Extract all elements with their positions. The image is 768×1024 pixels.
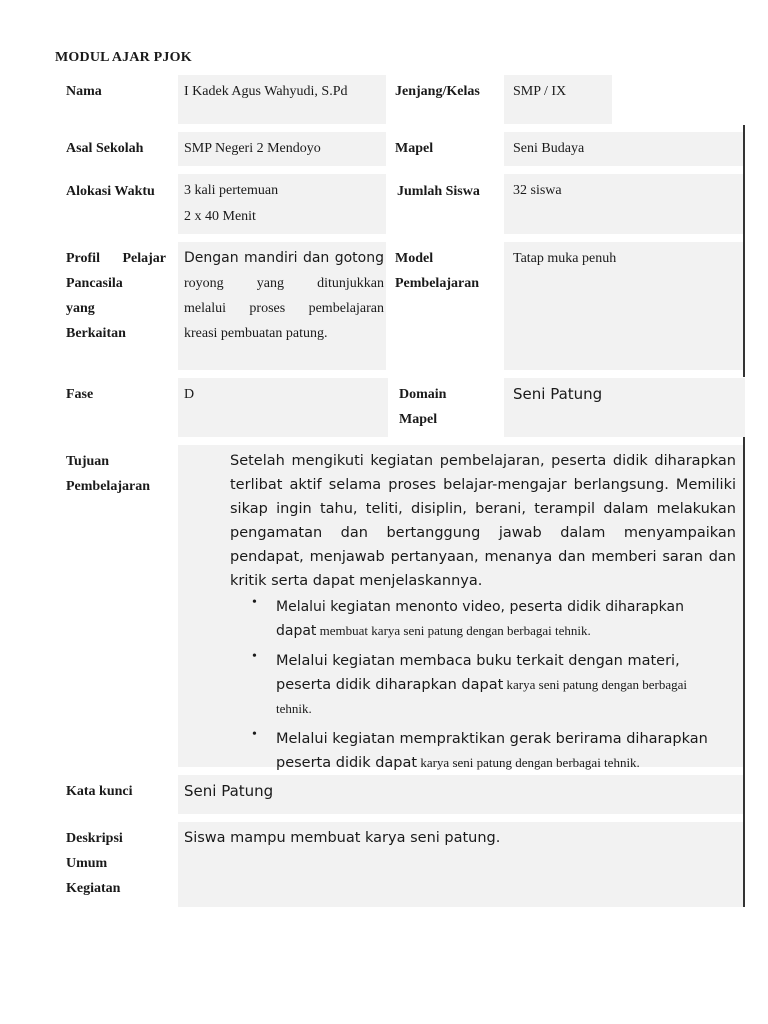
value-profil-line3: melalui proses pembelajaran	[184, 301, 384, 316]
value-profil-line1: Dengan mandiri dan gotong	[184, 250, 384, 266]
tujuan-bullet-3-text: Melalui kegiatan mempraktikan gerak berirama diharapkan peserta didik dapat	[276, 731, 708, 771]
value-model: Tatap muka penuh	[513, 251, 617, 266]
label-mapel: Mapel	[395, 141, 434, 156]
label-asal-sekolah: Asal Sekolah	[66, 141, 144, 156]
label-deskripsi-line2: Umum	[66, 856, 108, 871]
label-profil	[66, 246, 166, 346]
label-jenjang: Jenjang/Kelas	[395, 84, 480, 99]
label-deskripsi-line3: Kegiatan	[66, 881, 121, 896]
tujuan-bullet-1-small: membuat karya seni patung dengan berbagai tehnik.	[316, 623, 591, 638]
label-alokasi-waktu: Alokasi Waktu	[66, 184, 155, 199]
value-mapel: Seni Budaya	[513, 141, 585, 156]
label-profil-line3: yang	[66, 301, 95, 316]
tujuan-bullet-list	[252, 595, 716, 775]
tujuan-bullet-1-text: Melalui kegiatan menonto video, peserta didik diharapkan dapat	[276, 599, 684, 639]
label-model-line1: Model	[395, 251, 434, 266]
label-tujuan-line2: Pembelajaran	[66, 479, 150, 494]
value-alokasi-line2: 2 x 40 Menit	[184, 209, 256, 224]
cell-asal-sekolah	[178, 132, 386, 166]
tujuan-bullet-2	[252, 649, 716, 721]
cell-jumlah-siswa	[504, 174, 743, 234]
cell-model	[504, 242, 743, 370]
label-profil-line4: Berkaitan	[66, 326, 126, 341]
cell-jenjang	[504, 75, 612, 124]
label-model-line2: Pembelajaran	[395, 276, 479, 291]
bullet-icon: •	[252, 727, 257, 742]
cell-kata-kunci	[178, 775, 744, 814]
label-fase: Fase	[66, 387, 94, 402]
value-alokasi-line1: 3 kali pertemuan	[184, 183, 279, 198]
bullet-icon: •	[252, 649, 257, 664]
value-profil-line4: kreasi pembuatan patung.	[184, 326, 328, 341]
tujuan-bullet-3	[252, 727, 716, 775]
cell-profil	[178, 242, 386, 370]
value-deskripsi: Siswa mampu membuat karya seni patung.	[184, 830, 501, 846]
cell-nama	[178, 75, 386, 124]
tujuan-bullet-3-small: karya seni patung dengan berbagai tehnik.	[417, 755, 640, 770]
value-kata-kunci: Seni Patung	[184, 782, 274, 800]
value-profil-line2: royong yang ditunjukkan	[184, 276, 384, 291]
label-tujuan	[66, 449, 150, 499]
value-nama: I Kadek Agus Wahyudi, S.Pd	[184, 84, 348, 99]
label-domain	[399, 382, 446, 432]
value-fase: D	[184, 387, 195, 402]
label-profil-line2: Pancasila	[66, 276, 123, 291]
tujuan-bullet-2-text: Melalui kegiatan membaca buku terkait dengan materi, peserta didik diharapkan dapat	[276, 653, 680, 693]
tujuan-bullet-2-small: karya seni patung dengan berbagai tehnik.	[276, 677, 687, 716]
tujuan-paragraph: Setelah mengikuti kegiatan pembelajaran, peserta didik diharapkan terlibat aktif selama proses belajar-mengajar berlangsung. Memiliki sikap ingin tahu, teliti, disiplin, berani, terampil dalam melakukan pengamatan dan bertanggung jawab dalam menyampaikan pendapat, menjawab pertanyaan, menanya dan memberi saran dan kritik serta dapat menjelaskannya.	[230, 453, 736, 589]
cell-alokasi-waktu	[178, 174, 386, 234]
label-profil-line1: Profil Pelajar	[66, 251, 166, 266]
value-jumlah-siswa: 32 siswa	[513, 183, 562, 198]
document-title: MODUL AJAR PJOK	[55, 50, 192, 65]
label-domain-line2: Mapel	[399, 412, 438, 427]
value-domain: Seni Patung	[513, 385, 603, 403]
bullet-icon: •	[252, 595, 257, 610]
value-profil	[184, 246, 384, 346]
cell-fase	[178, 378, 388, 437]
table-right-border-lower	[743, 437, 745, 907]
cell-domain	[504, 378, 745, 437]
label-tujuan-line1: Tujuan	[66, 454, 110, 469]
label-deskripsi	[66, 826, 123, 901]
value-asal-sekolah: SMP Negeri 2 Mendoyo	[184, 141, 321, 156]
label-nama: Nama	[66, 84, 102, 99]
tujuan-bullet-1	[252, 595, 716, 643]
cell-mapel	[504, 132, 743, 166]
label-deskripsi-line1: Deskripsi	[66, 831, 123, 846]
label-domain-line1: Domain	[399, 387, 447, 402]
table-right-border	[743, 125, 745, 377]
label-kata-kunci: Kata kunci	[66, 784, 133, 799]
label-model	[395, 246, 479, 296]
value-jenjang: SMP / IX	[513, 84, 567, 99]
label-jumlah-siswa: Jumlah Siswa	[397, 184, 480, 199]
cell-tujuan	[178, 445, 744, 771]
cell-deskripsi	[178, 822, 744, 907]
